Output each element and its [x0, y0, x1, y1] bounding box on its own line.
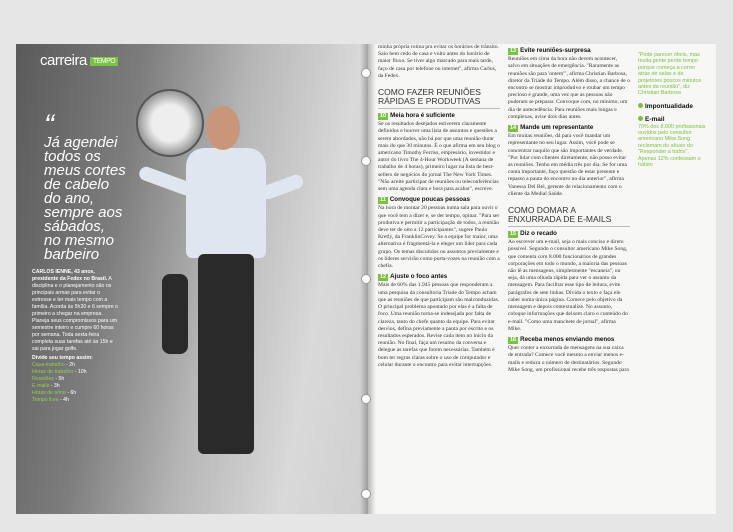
sidebar-heading: [638, 116, 708, 123]
sidebar-quote: "Pode parecer óbvio, mas muita gente perde tempo porque começa a correr atrás de salas e de projetores poucos minutos antes da reunião", diz Christian Barbosa: [638, 52, 702, 97]
stat-value: 10h: [77, 369, 87, 375]
sidebar-text: 70% dos 8.000 profissionais ouvidos pelo consultor americano Mike Song reclamam do abuso do "Responder a todos". Apenas 12% confessam o hábito: [638, 123, 706, 169]
stat-row: E-mails - 3h: [32, 383, 60, 389]
bullet-icon: [638, 103, 643, 108]
tip-number: 10: [380, 113, 387, 120]
stat-label: Horas de sono: [32, 390, 66, 396]
tip-number: 14: [510, 125, 517, 132]
heading-emails: COMO DOMAR A ENXURRADA DE E-MAILS: [508, 206, 630, 227]
tip-number: 11: [380, 197, 386, 204]
tip-number: 16: [510, 336, 517, 343]
stat-row: Casa-trabalho - 2h: [32, 362, 75, 368]
sidebar-heading-text: Impontualidade: [645, 102, 694, 110]
left-page: [16, 44, 368, 514]
tip-body: Ao escrever um e-mail, seja o mais conciso e direto possível. Segundo o consultor americano Mike Song, que comenta com 8.000 funcionários de grandes corporações em todo o mundo, a maioria das pessoas não lê as mensagens, simplesmente "escaneia", ou seja, dá uma olhada rápida para ver o assunto da mensagem. Para facilitar esse tipo de leitura, evite parágrafos de sete linhas. Divida o texto e faça ele caber numa única página. Comece pelo objetivo da mensagem e depois contextualize. No assunto, coloque informações que deixem claro o conteúdo do e-mail. "Como uma manchete de jornal", afirma Mike.: [508, 239, 628, 332]
stat-label: Horas de trabalho: [32, 369, 74, 375]
caption-body: A disciplina e o planejamento são os principais armas para evitar o estresse e ter mais tempo com a família. Acorda às 5h30 e 6 sempre o primeiro a chegar na empresa. Planeja seus compromissos para um semestre inteiro e cumpre 60 horas por semana. Toda sexta-feira completa suas tarefas até às 15h e sai para jogar golfe.: [32, 276, 118, 352]
magazine-spread: [16, 44, 716, 514]
sidebar-heading-text: E-mail: [645, 116, 665, 124]
stat-value: 3h: [53, 383, 60, 389]
tip-title: [378, 196, 500, 204]
column-1: [378, 44, 500, 371]
quote-mark-icon: “: [44, 109, 54, 142]
stat-value: 4h: [63, 397, 69, 403]
tip-title: [378, 112, 500, 120]
binder-ring: [361, 394, 371, 404]
heading-meetings: COMO FAZER REUNIÕES RÁPIDAS E PRODUTIVAS: [378, 88, 500, 109]
tip-title-text: Receba menos enviando menos: [520, 335, 615, 343]
tip-body: Na hora de montar 20 pessoas numa sala para ouvir o que você tem a dizer e, se der tempo, opinar. "Para ser produtiva e permitir a participação de todos, a reunião deve ter de oito a 12 participantes", sugere Paulo Kretly, da FranklinCovey. Se a equipe for maior, uma alternativa é fragmentá-la e eleger um líder para cada grupo. Os temas discutidos ou assuntos previamente e os líderes servirão como porta-vozes na reunião com a chefia.: [378, 205, 500, 270]
stat-row: Reuniões - 5h: [32, 376, 65, 382]
pull-quote: [44, 109, 144, 263]
stat-label: Tempo livre: [32, 397, 59, 403]
photo-man-dancing: [176, 104, 296, 504]
photo-caption: [32, 269, 120, 404]
stat-row: Horas de trabalho - 10h: [32, 369, 87, 375]
time-breakdown: [32, 355, 120, 404]
stat-label: Reuniões: [32, 376, 54, 382]
quote-line: do ano,: [44, 190, 95, 207]
right-page: [368, 44, 716, 514]
sidebar-heading: [638, 103, 708, 110]
quote-line: sábados,: [44, 218, 105, 235]
stat-label: E-mails: [32, 383, 50, 389]
tip-title-text: Diz o recado: [520, 230, 557, 238]
quote-line: Já agendei: [44, 134, 118, 151]
quote-line: de cabelo: [44, 176, 110, 193]
tip-title: [508, 336, 630, 344]
binder-ring: [361, 156, 371, 166]
tip-title: [378, 273, 500, 281]
stat-row: Tempo livre - 4h: [32, 397, 69, 403]
binder-ring: [361, 68, 371, 78]
tip-number: 15: [510, 231, 517, 238]
quote-line: todos os: [44, 148, 101, 165]
intro-text: minha própria rotina pra evitar os horários de trânsito. Saio bem cedo de casa e volto antes do horário de maior fluxo. Se tiver algo marcado para mais tarde, faço de casa por telefone ou internet", afirma Carlos, da Fedex.: [378, 44, 500, 79]
binder-ring: [361, 274, 371, 284]
quote-line: meus cortes: [44, 162, 126, 179]
tip-title-text: Evite reuniões-surpresa: [520, 47, 591, 54]
stat-value: 2h: [69, 362, 75, 368]
quote-text: [44, 134, 126, 263]
tip-body: Quer conter a enxurrada de mensagens na sua caixa de entrada? Comece você mesmo a enviar menos e-mails e reduza o número de destinatários. Segundo Mike Song, um profissional recebe três respostas para: [508, 345, 629, 373]
tip-title: [508, 230, 630, 238]
tip-number: 13: [510, 48, 517, 54]
section-name: carreira: [40, 52, 87, 69]
tip-title-text: Convoque poucas pessoas: [389, 196, 470, 204]
tip-body: Reuniões em cima da hora não devem acontecer, salvo em situações de emergência. "Raramente as reuniões são para 'ontem'", afirma Christian Barbosa, diretor da Tríade do Tempo. Além disso, a chance de o encontro se mostrar improdutivo e roubar um tempo precioso é grande, uma vez que as pessoas não puderam se preparar. Convoque com, no mínimo, um dia de antecedência. Para reuniões mais longas e complexas, avise dois dias antes.: [508, 56, 630, 120]
stats-title: Divide seu tempo assim:: [32, 355, 93, 361]
tip-title: [508, 47, 630, 55]
tip-body: Em muitas reuniões, dá para você mandar um representante no seu lugar. Assim, você pode se concentrar naquilo que são importantes de verdade. "Por lidar com clientes diretamente, não posso evitar as reuniões. Tenho em média três por dia. Se for uma conta importante, faço questão de estar presente e repasso a pauta do encontro no dia anterior", afirma Vanessa Del Bel, gerente de relacionamento com o cliente da Medial Saúde.: [508, 133, 627, 197]
caption-name: CARLOS IENNE, 43 anos, presidente da Fedex no Brasil.: [32, 269, 108, 282]
tip-title-text: Mande um representante: [520, 124, 594, 132]
stat-label: Casa-trabalho: [32, 362, 65, 368]
section-tag: TEMPO: [90, 57, 118, 66]
tip-body: Se os resultados desejados estiverem claramente definidos e houver uma lista de assuntos e questões a serem abordados, não há por que uma reunião durar mais do que 30 minutos. É o que afirma em seu blog o americano Timothy Ferriss, empresário, investidor e autor do livro The 4-Hour Workweek (A semana de trabalho de 4 horas), primeiro lugar na lista de best-sellers de negócios do jornal The New York Times. "Não aceite participar de reuniões ou teleconferências sem uma agenda clara e hora para acabar", escreve.: [378, 121, 500, 193]
stat-value: 6h: [70, 390, 77, 396]
quote-line: no mesmo: [44, 232, 115, 249]
stat-value: 5h: [58, 376, 65, 382]
tip-title-text: Ajuste o foco antes: [390, 273, 448, 281]
tip-body: Mais de 60% das 1.945 pessoas que responderam a uma pesquisa da consultoria Tríade do Tempo acham que as reuniões de que participam são malconduzidas. O principal problema apontado por elas é a falta de foco. Uma reunião torna-se indesejada por falta de clareza, tanto do chefe quanto da equipe. Para evitar desvios, defina previamente a pauta por escrito e os resultados esperados. Revise cada item no início da reunião. No final, faça um resumo da conversa e delegue as tarefas que forem necessárias. Também é bom ter regras claras sobre o uso de computador e celular durante o encontro para evitar interrupções.: [378, 282, 500, 368]
quote-line: barbeiro: [44, 246, 100, 263]
stat-row: Horas de sono - 6h: [32, 390, 77, 396]
tip-number: 12: [380, 274, 387, 281]
binder-ring: [361, 489, 371, 499]
quote-line: sempre aos: [44, 204, 123, 221]
sidebar: [638, 52, 708, 169]
bullet-icon: [638, 116, 643, 121]
section-title: [40, 52, 118, 69]
tip-title: [508, 124, 630, 132]
column-2: [508, 44, 630, 376]
tip-title-text: Meia hora é suficiente: [390, 112, 455, 120]
